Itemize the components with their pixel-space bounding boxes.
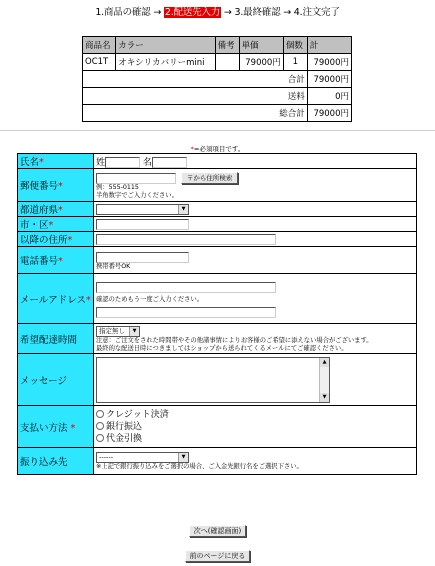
email-label: メールアドレス* [18,274,94,324]
cell-line-total: 79000円 [307,54,351,71]
delivery-time-label: 希望配達時間 [18,324,94,354]
radio-bank[interactable] [96,422,104,430]
prefecture-label: 都道府県* [18,202,94,217]
chevron-down-icon: ▼ [129,327,139,336]
shipping-label: 送料 [83,88,308,105]
zip-label: 郵便番号* [18,169,94,202]
step-arrow: → [153,7,162,18]
table-row [83,54,352,71]
col-total: 計 [307,37,351,54]
back-button[interactable]: 前のページに戻る [185,550,251,562]
radio-cod[interactable] [96,434,104,442]
email-input[interactable] [96,282,276,293]
address-label: 以降の住所* [18,232,94,247]
form-row-address [18,232,417,247]
section-divider [0,130,435,131]
message-textarea[interactable] [96,357,330,403]
step-arrow: → [223,7,232,18]
bank-note: ※上記で銀行振り込みをご選択の場合、ご入金先銀行名をご選択下さい。 [96,462,303,470]
col-color: カラー [116,37,215,54]
form-row-city [18,217,417,232]
grand-total-value: 79000円 [307,105,351,122]
required-fields-note [0,144,435,153]
next-confirm-button[interactable]: 次へ(確認画面) [189,525,246,537]
step-shipping-input-current: 2.配送先入力 [164,7,221,18]
order-header-row [83,37,352,54]
shipping-form [17,153,417,475]
delivery-note-1: 注意：ご注文をされた時間帯やその他諸事情によりお客様のご希望に添えない場合がございます。 [96,336,373,344]
scroll-up-icon[interactable]: ▲ [320,358,329,367]
last-name-input[interactable] [105,157,140,168]
col-product-name: 商品名 [83,37,116,54]
cell-quantity: 1 [283,54,307,71]
bank-select[interactable]: ------ ▼ [96,452,189,463]
payment-option-cod[interactable]: 代金引換 [96,433,414,445]
back-button-wrap [0,545,435,564]
form-row-bank [18,448,417,475]
shipping-value: 0円 [307,88,351,105]
message-scrollbar[interactable] [319,358,329,402]
col-note: 備考 [215,37,239,54]
zip-input[interactable] [96,173,176,184]
form-row-payment [18,406,417,448]
form-row-email [18,274,417,324]
form-row-delivery-time [18,324,417,354]
chevron-down-icon: ▼ [178,205,188,214]
email-confirm-hint: 確認のためもう一度ご入力ください。 [96,295,204,303]
radio-credit[interactable] [96,410,104,418]
city-label: 市・区* [18,217,94,232]
step-final-confirm: 3.最終確認 [234,7,281,18]
grand-total-label: 総合計 [83,105,308,122]
subtotal-row [83,71,352,88]
required-mark: * [190,145,194,153]
col-unit-price: 単価 [239,37,283,54]
scroll-down-icon[interactable]: ▼ [320,393,329,402]
sei-label: 姓 [96,157,106,168]
required-note-text: =必須項目です。 [193,145,245,153]
step-order-complete: 4.注文完了 [293,7,340,18]
prefecture-select[interactable] [96,204,189,215]
email-confirm-input[interactable] [96,307,276,318]
city-input[interactable] [96,219,189,230]
step-arrow: → [283,7,291,18]
delivery-time-select[interactable]: 指定無し ▼ [96,326,140,337]
bank-label: 振り込み先 [18,448,94,475]
form-row-prefecture [18,202,417,217]
cell-color: オキシリカバリーmini [116,54,215,71]
name-label: 氏名* [18,154,94,169]
payment-label: 支払い方法 * [18,406,94,448]
col-quantity: 個数 [283,37,307,54]
step-product-confirm: 1.商品の確認 [95,7,151,18]
zip-hint: 半角数字でご入力ください。 [96,192,178,199]
phone-input[interactable] [96,252,189,263]
mei-label: 名 [142,157,152,168]
order-summary-table [82,36,352,122]
shipping-row [83,88,352,105]
cell-product-name: OC1T [83,54,116,71]
cell-unit-price: 79000円 [239,54,283,71]
cell-note [215,54,239,71]
payment-option-credit[interactable]: クレジット決済 [96,409,414,421]
message-label: メッセージ [18,354,94,406]
chevron-down-icon: ▼ [178,453,188,462]
zip-example: 例：555-0115 [96,184,139,191]
subtotal-value: 79000円 [307,71,351,88]
grand-total-row [83,105,352,122]
subtotal-label: 合計 [83,71,308,88]
form-row-message [18,354,417,406]
phone-hint: 携帯番号OK [96,262,131,270]
address-input[interactable] [96,234,276,245]
zip-search-button[interactable]: 〒から住所検索 [181,172,239,184]
phone-label: 電話番号* [18,247,94,274]
payment-option-bank[interactable]: 銀行振込 [96,421,414,433]
form-row-zip [18,169,417,202]
form-row-name [18,154,417,169]
checkout-steps [0,4,435,18]
delivery-note-2: 最終的な配送日時につきましてはショップから送られてくるメールにてご確認ください。 [96,344,348,352]
first-name-input[interactable] [152,157,187,168]
form-row-phone [18,247,417,274]
next-button-wrap [0,520,435,539]
